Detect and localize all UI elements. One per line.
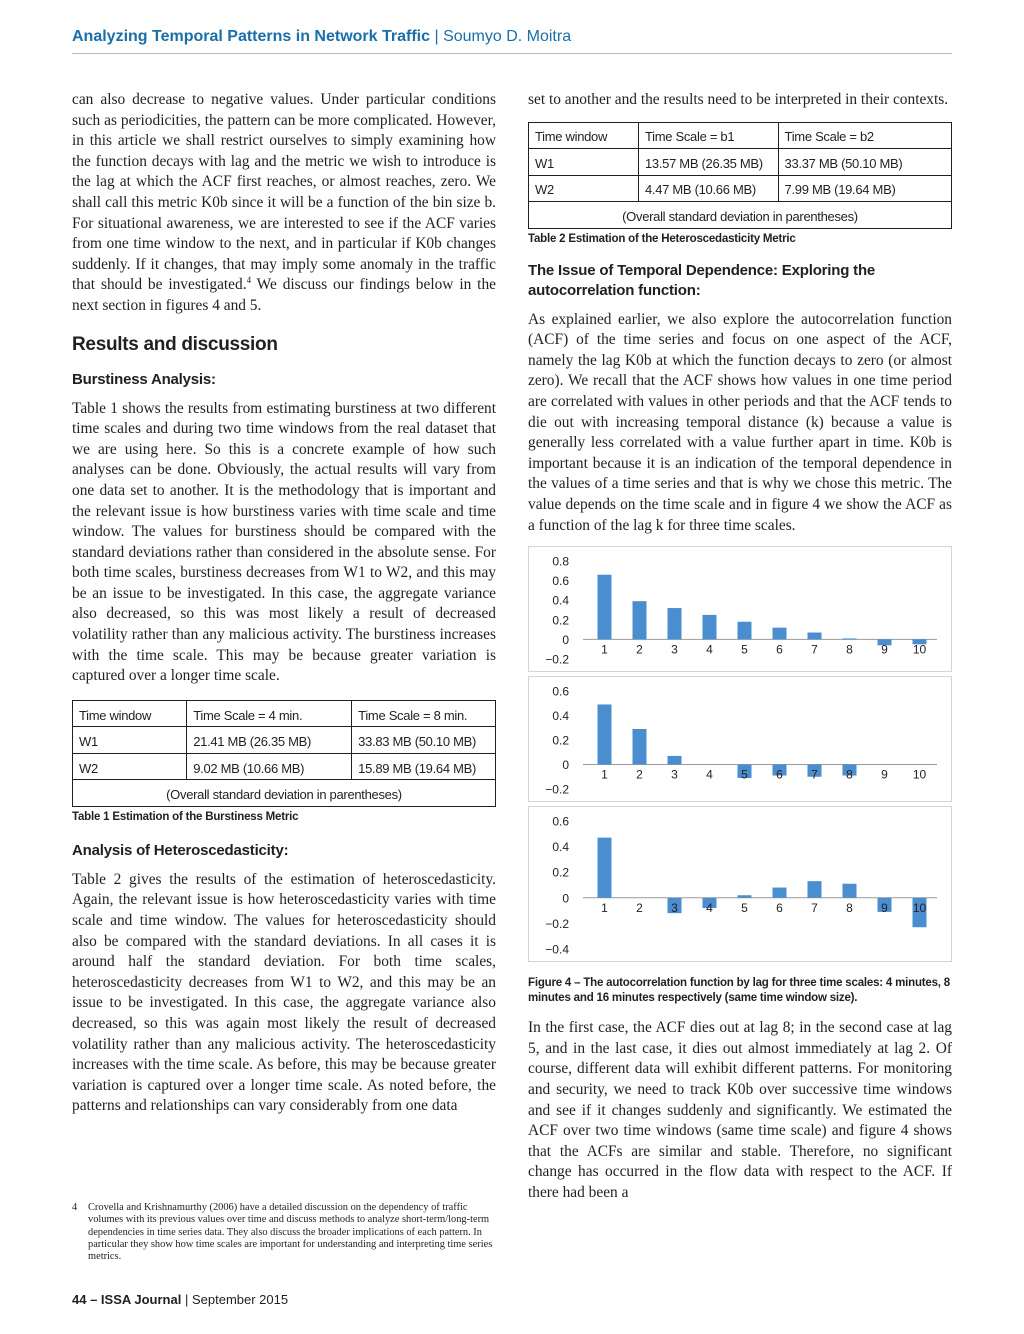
acf-bar [668,756,682,765]
burstiness-table [72,700,496,807]
x-tick-label: 1 [601,900,608,915]
acf-chart-8min [528,676,952,802]
acf-bar [843,884,857,898]
table-1-block [72,700,496,823]
paragraph: Table 2 gives the results of the estimation of heteroscedasticity. Again, the relevant issue is how heteroscedasticity varies with time scale and time window. The values for heteroscedasticity should also be compared with the standard deviations. In all cases it is around half the standard deviation. For both time scales, heteroscedasticity decreases from W1 to W2, and this may be an issue to be investigated. In this case, the aggregate variance also decreased, so this was again most likely the result of decreased volatility rather than any malicious activity. The heteroscedasticity increases with the time scale. As before, this may be because greater variation is captured over a longer time scale. As noted before, the patterns and relationships can vary considerably from one data [72,870,496,1115]
x-tick-label: 3 [671,642,678,657]
page-footer [72,1292,288,1307]
table-note: (Overall standard deviation in parentheses) [73,780,496,807]
y-tick-label: 0.8 [552,554,569,569]
table-caption: Table 2 Estimation of the Heteroscedasticity Metric [528,232,796,245]
table-header-row [529,122,952,149]
footnote [72,1202,496,1263]
x-tick-label: 10 [912,642,927,657]
table-cell: 33.83 MB (50.10 MB) [352,727,496,754]
table-cell: W2 [529,175,639,202]
table-cell: 13.57 MB (26.35 MB) [638,149,778,176]
y-tick-label: 0.2 [552,733,569,748]
table-cell: 9.02 MB (10.66 MB) [187,753,352,780]
figure-4 [528,546,952,962]
y-tick-label: 0.6 [552,574,569,589]
subsection-heading: Analysis of Heteroscedasticity: [72,841,289,859]
x-tick-label: 4 [706,767,713,782]
acf-bar [598,705,612,765]
y-tick-label: 0.4 [552,709,569,724]
acf-bar [598,575,612,640]
table-cell: W2 [73,753,187,780]
journal-page: 44 – ISSA Journal [72,1292,182,1307]
x-tick-label: 6 [776,642,783,657]
acf-bar [773,888,787,898]
subsection-heading: The Issue of Temporal Dependence: Exploring the autocorrelation function: [528,261,876,299]
table-cell: 15.89 MB (19.64 MB) [352,753,496,780]
x-tick-label: 7 [811,642,818,657]
table-header-row [73,700,496,727]
section-heading: Results and discussion [72,333,278,355]
acf-bar [738,895,752,898]
y-tick-label: −0.2 [545,782,569,797]
article-author: Soumyo D. Moitra [443,28,572,45]
x-tick-label: 9 [881,900,888,915]
x-tick-label: 10 [912,767,927,782]
table-header-cell: Time window [73,700,187,727]
table-header-cell: Time Scale = 4 min. [187,700,352,727]
y-tick-label: 0.4 [552,593,569,608]
header-separator: | [434,28,439,45]
acf-bar [703,615,717,640]
table-note-row [73,780,496,807]
x-tick-label: 5 [741,900,748,915]
paragraph: set to another and the results need to be interpreted in their contexts. [528,91,949,108]
issue-date: September 2015 [191,1292,289,1307]
y-tick-label: 0 [562,758,569,773]
y-tick-label: 0.2 [552,613,569,628]
table-cell: 33.37 MB (50.10 MB) [778,149,951,176]
x-tick-label: 8 [846,900,853,915]
x-tick-label: 1 [601,767,608,782]
y-tick-label: 0.4 [552,840,569,855]
running-header [72,28,952,54]
table-row [73,753,496,780]
x-tick-label: 2 [636,642,643,657]
x-tick-label: 8 [846,642,853,657]
table-cell: W1 [529,149,639,176]
table-header-cell: Time Scale = b1 [638,122,778,149]
table-header-cell: Time Scale = b2 [778,122,951,149]
x-tick-label: 4 [706,642,713,657]
table-cell: 4.47 MB (10.66 MB) [638,175,778,202]
acf-chart-4min [528,546,952,672]
x-tick-label: 10 [912,900,927,915]
x-tick-label: 5 [741,767,748,782]
table-row [529,175,952,202]
table-note-row [529,202,952,229]
table-row [529,149,952,176]
acf-bar [808,633,822,640]
footer-separator: | [184,1292,189,1307]
table-caption: Table 1 Estimation of the Burstiness Metric [72,810,299,823]
y-tick-label: 0.2 [552,865,569,880]
y-tick-label: 0 [562,633,569,648]
figure-caption: Figure 4 – The autocorrelation function by lag for three time scales: 4 minutes, 8 minutes and 16 minutes respectively (same time window size). [528,977,950,1005]
acf-bar [843,639,857,640]
acf-bar [633,601,647,639]
x-tick-label: 3 [671,900,678,915]
x-tick-label: 2 [636,900,643,915]
y-tick-label: 0.6 [552,814,569,829]
acf-chart-16min [528,806,952,962]
paragraph: can also decrease to negative values. Under particular conditions such as periodicities, the pattern can be more complicated. However, in this article we shall restrict ourselves to simply examining how the function decays with lag and the metric we wish to introduce is the lag at which the ACF first reaches, or almost reaches, zero. We shall call this metric K0b since it will be a function of the bin size b. For situational awareness, we are interested to see if the ACF varies from one time window to the next, and in particular if K0b changes suddenly. If it changes, that may imply some anomaly in the traffic that should be investigated.$^4$ We discuss our findings below in the next section in figures 4 and 5. [72,91,496,314]
paragraph: As explained earlier, we also explore the autocorrelation function (ACF) of the time series and focus on one aspect of the ACF, namely the lag K0b at which the function decays to zero (or almost zero). We recall that the ACF shows how values in one time period are correlated with values in other periods and that the ACF tends to die out with increasing temporal distance (k) because a value is generally less correlated with a value further apart in time. K0b is important because it is an indication of the temporal dependence in the values of a time series and that is why we chose this metric. The value depends on the time scale and in figure 4 we show the ACF as a function of the lag k for three time scales. [528,310,952,534]
footnote-ref[interactable]: 4 [246,275,252,286]
heteroscedasticity-table [528,122,952,229]
acf-bar [773,628,787,640]
acf-bar [598,838,612,898]
subsection-heading: Burstiness Analysis: [72,370,216,388]
table-header-cell: Time window [529,122,639,149]
x-tick-label: 1 [601,642,608,657]
y-tick-label: 0 [562,891,569,906]
paragraph: In the first case, the ACF dies out at lag 8; in the second case at lag 5, and in the last case, it dies out almost immediately at lag 2. Of course, different data will exhibit different patterns. For monitoring and security, we need to track K0b over successive time windows and see if it changes suddenly and significantly. We estimated the ACF over two time windows (same time scale) and figure 4 shows that the ACFs are similar and stable. Therefore, no significant change has occurred in the flow data with respect to the ACF. If there had been a [528,1019,952,1201]
table-row [73,727,496,754]
paragraph: Table 1 shows the results from estimating burstiness at two different time scales and during two time windows from the real dataset that we are using here. So this is a concrete example of how such analyses can be done. Obviously, the actual results will vary from one data set to another. It is the methodology that is important and the relevant issue is how burstiness varies with time scale and time window. The values for burstiness should be compared with the standard deviations rather than considered in the absolute sense. For both time scales, burstiness decreases from W1 to W2, and this may be an issue to be investigated. In this case, the aggregate variance also decreased, so this was most likely a result of decreased volatility rather than any malicious activity. The burstiness increases with the time scale. This may be because greater variation is captured over a longer time scale. [72,399,496,685]
x-tick-label: 4 [706,900,713,915]
acf-bar [808,881,822,898]
y-tick-label: 0.6 [552,684,569,699]
x-tick-label: 7 [811,767,818,782]
acf-bar [633,729,647,765]
x-tick-label: 6 [776,767,783,782]
x-tick-label: 9 [881,767,888,782]
table-cell: W1 [73,727,187,754]
article-title: Analyzing Temporal Patterns in Network Traffic [72,28,430,45]
x-tick-label: 7 [811,900,818,915]
left-column [72,90,496,1117]
footnote-text: Crovella and Krishnamurthy (2006) have a detailed discussion on the dependency of traffic volumes with its previous values over time and discuss methods to analyze short-term/long-term dependencies in time series data. They also discuss the broader implications of each pattern. In particular they show how time scales are important for understanding and interpreting time series metrics. [88,1202,493,1263]
table-cell: 21.41 MB (26.35 MB) [187,727,352,754]
x-tick-label: 9 [881,642,888,657]
x-tick-label: 5 [741,642,748,657]
x-tick-label: 3 [671,767,678,782]
x-tick-label: 6 [776,900,783,915]
x-tick-label: 2 [636,767,643,782]
y-tick-label: −0.4 [545,942,569,957]
table-2-block [528,122,952,245]
table-cell: 7.99 MB (19.64 MB) [778,175,951,202]
y-tick-label: −0.2 [545,652,569,667]
acf-bar [738,622,752,640]
table-note: (Overall standard deviation in parentheses) [529,202,952,229]
footnote-number: 4 [72,1202,78,1213]
y-tick-label: −0.2 [545,917,569,932]
acf-bar [668,608,682,639]
x-tick-label: 8 [846,767,853,782]
table-header-cell: Time Scale = 8 min. [352,700,496,727]
right-column [528,90,952,1203]
